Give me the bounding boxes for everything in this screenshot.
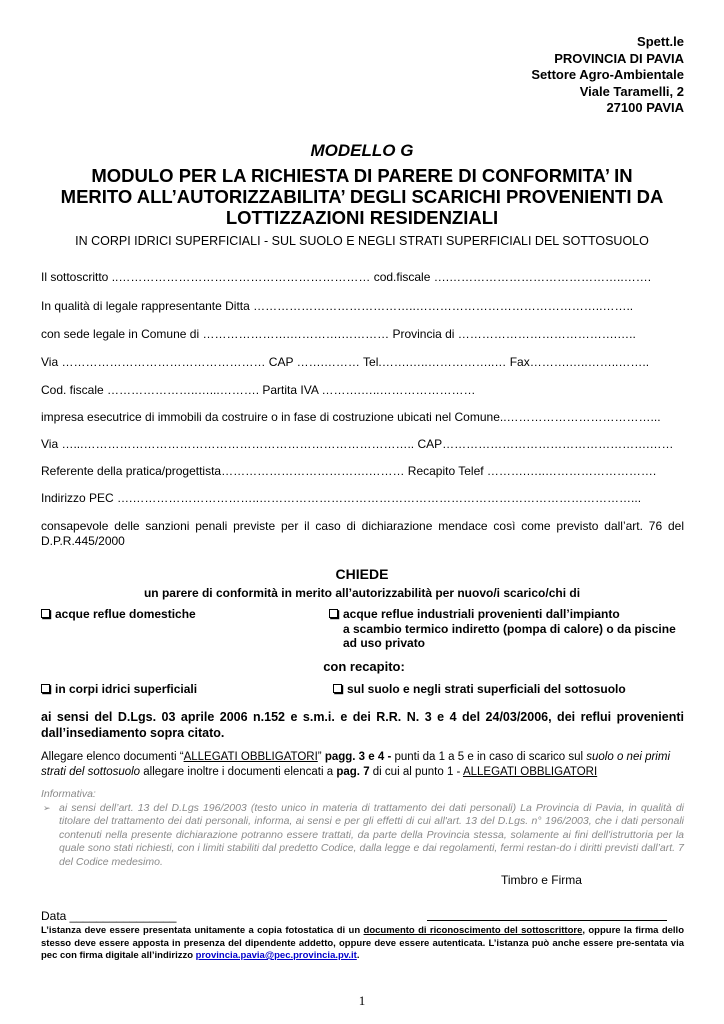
text-span: allegare inoltre i documenti elencati a [140, 766, 337, 778]
text-span: documento di riconoscimento del sottoscrittore [363, 925, 583, 936]
field-pec[interactable]: Indirizzo PEC ….…………………………..…………………………………………………………………………………... [41, 491, 642, 505]
field-sede-legale[interactable]: con sede legale in Comune di ………………….………….………… Provincia di ………………………………….….. [41, 327, 636, 341]
checkbox-icon[interactable] [329, 609, 338, 618]
timbro-firma-label: Timbro e Firma [501, 873, 582, 887]
text-span: punti da 1 a 5 e in caso di scarico sul [391, 751, 587, 763]
field-referente[interactable]: Referente della pratica/progettista……………………………….……… Recapito Telef ……….…..………………………. [41, 464, 657, 478]
page-number: 1 [358, 993, 366, 1008]
request-subheading: un parere di conformità in merito all’autorizzabilità per nuovo/i scarico/chi di [143, 586, 581, 600]
option-label: ad uso privato [343, 636, 426, 650]
option-label: a scambio termico indiretto (pompa di calore) o da piscine [343, 621, 676, 636]
checkbox-icon[interactable] [41, 609, 50, 618]
signature-line[interactable] [427, 920, 667, 921]
arrow-bullet-icon: ➢ [43, 802, 51, 813]
text-span: , oppure la firma dello stesso deve essere apposta in presenza del dipendente addetto, oppure deve essere autenticata. L’istanza può anche essere pre-sentata via pec con firma digitale all’indirizzo [41, 925, 685, 961]
text-span: L’istanza deve essere presentata unitamente a copia fotostatica di un [41, 925, 364, 936]
recipient-address [531, 34, 684, 117]
option-acque-industriali[interactable] [329, 607, 676, 651]
legal-basis: ai sensi del D.Lgs. 03 aprile 2006 n.152 e s.m.i. e dei R.R. N. 3 e 4 del 24/03/2006, dei reflui provenienti dall’insediamento sopra citato. [41, 710, 684, 740]
data-field[interactable]: Data ________________ [41, 909, 177, 923]
title-line: MODULO PER LA RICHIESTA DI PARERE DI CONFORMITA’ IN [91, 165, 633, 186]
pec-email-link[interactable]: provincia.pavia@pec.provincia.pv.it [195, 950, 357, 961]
title-line: MERITO ALL’AUTORIZZABILITA’ DEGLI SCARICHI PROVENIENTI DA [60, 186, 664, 207]
field-impresa-comune[interactable]: impresa esecutrice di immobili da costruire o in fase di costruzione ubicati nel Comune..………………………………... [41, 410, 661, 424]
model-label: MODELLO G [310, 141, 414, 160]
checkbox-icon[interactable] [333, 684, 342, 693]
field-via-immobili[interactable]: Via …...……………………………………………………………………….. CAP…………………………………………….…… [41, 437, 674, 451]
field-codfiscale-piva[interactable]: Cod. fiscale …………………..…...………. Partita IVA ……….…..…………………… [41, 383, 476, 397]
field-sottoscritto[interactable]: Il sottoscritto ..……………………………………………………… cod.fiscale ….……………………………………..……. [41, 270, 652, 284]
attachments-note [41, 750, 684, 780]
text-span: ” [317, 751, 325, 763]
text-span: suolo o nei primi strati del sottosuolo [41, 751, 670, 778]
text-span: pagg. 3 e 4 - [324, 751, 392, 763]
document-title [30, 165, 694, 228]
checkbox-icon[interactable] [41, 684, 50, 693]
field-via-sede[interactable]: Via …………………………………………… CAP …….……… Tel.…….…..……………..… Fax……….…..……..…….. [41, 355, 650, 369]
allegati-link[interactable]: ALLEGATI OBBLIGATORI [183, 751, 318, 763]
option-label: acque reflue domestiche [55, 607, 196, 621]
declaration-text: consapevole delle sanzioni penali previste per il caso di dichiarazione mendace così come previsto dall’art. 76 del D.P.R.445/2000 [41, 519, 684, 548]
option-acque-domestiche[interactable] [41, 607, 196, 622]
request-heading: CHIEDE [335, 566, 389, 582]
recipient-line: Settore Agro-Ambientale [531, 67, 684, 82]
title-line: LOTTIZZAZIONI RESIDENZIALI [225, 207, 499, 228]
privacy-body [41, 802, 684, 870]
recapito-heading: con recapito: [323, 659, 405, 674]
allegati-link[interactable]: ALLEGATI OBBLIGATORI [462, 766, 598, 778]
recipient-line: PROVINCIA DI PAVIA [554, 50, 684, 66]
footer-note [41, 925, 684, 963]
option-label: sul suolo e negli strati superficiali del sottosuolo [347, 682, 626, 696]
recipient-line: Viale Taramelli, 2 [579, 83, 684, 99]
recipient-line: 27100 PAVIA [606, 100, 684, 115]
option-corpi-idrici[interactable] [41, 682, 197, 697]
text-span: Allegare elenco documenti “ [41, 751, 184, 763]
privacy-label: Informativa: [41, 788, 96, 800]
recipient-line: Spett.le [637, 34, 684, 49]
option-label: in corpi idrici superficiali [55, 682, 198, 696]
field-legale-rappresentante[interactable]: In qualità di legale rappresentante Ditta …………………………………..………………………………………..…….. [41, 299, 634, 313]
privacy-notice [41, 788, 684, 869]
document-subtitle: IN CORPI IDRICI SUPERFICIALI - SUL SUOLO E NEGLI STRATI SUPERFICIALI DEL SOTTOSUOLO [75, 234, 649, 248]
privacy-text: ai sensi dell’art. 13 del D.Lgs 196/2003 (testo unico in materia di trattamento dei dati personali) La Provincia di Pavia, in qualità di titolare del trattamento dei dati personali, informa, ai sensi e per gli effetti di cui all'art. 13 del D.Lgs. n° 196/2003, che i dati personali contenuti nella presente dichiarazione potranno essere trattati, da parte della Provincia stessa, solamente ai fini dell'istruttoria per la quale sono stati richiesti, con i limiti stabiliti dal predetto Codice, dalla legge e dai regolamenti, fermi restan-do i diritti previsti dall’art. 7 del Codice medesimo. [59, 801, 684, 868]
text-span: . [356, 950, 360, 961]
text-span: pag. 7 [336, 766, 370, 778]
option-label: acque reflue industriali provenienti dall’impianto [343, 607, 620, 621]
text-span: di cui al punto 1 - [369, 766, 463, 778]
option-suolo[interactable] [333, 682, 626, 697]
